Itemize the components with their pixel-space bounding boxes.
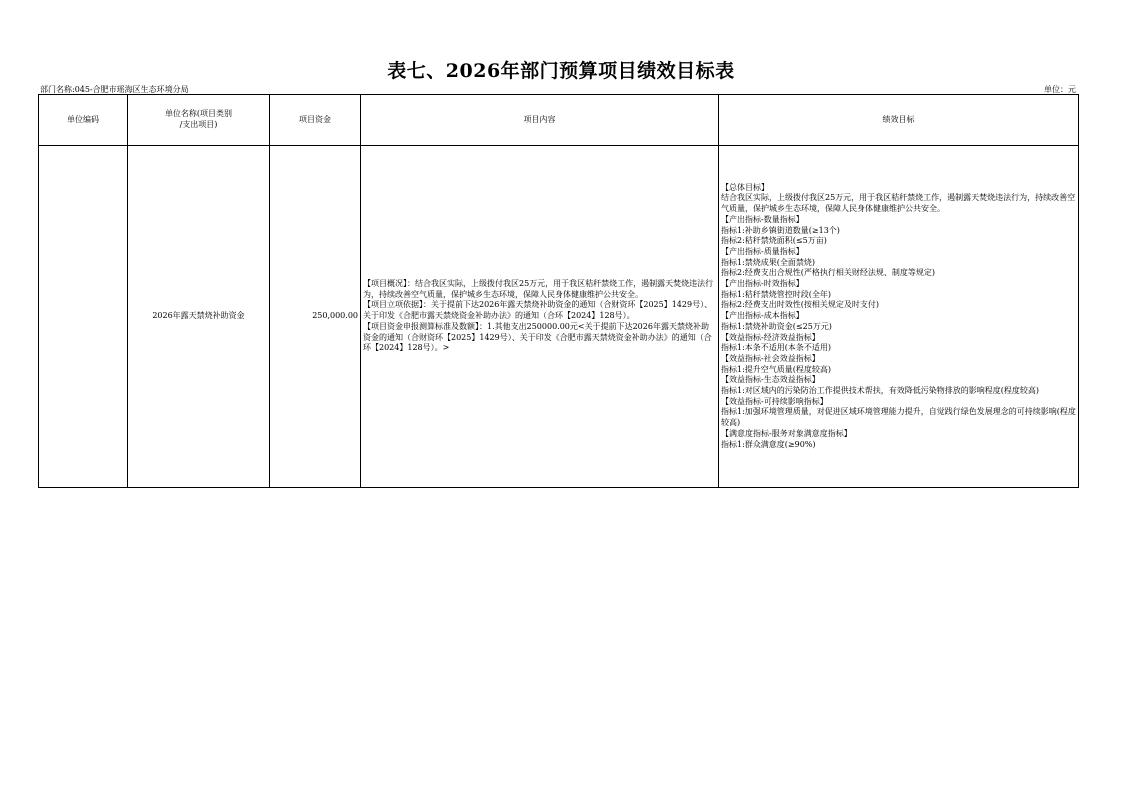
goal-line: 结合我区实际，上级拨付我区25万元，用于我区秸秆禁烧工作，遏制露天焚烧违法行为，持续改善空气质量，保护城乡生态环境，保障人民身体健康维护公共安全。 bbox=[721, 193, 1076, 214]
goal-line: 【总体目标】 bbox=[721, 182, 769, 192]
department-name: 部门名称:045-合肥市瑶海区生态环境分局 bbox=[40, 85, 189, 94]
cell-unit-code bbox=[39, 146, 128, 488]
goal-line: 【效益指标-社会效益指标】 bbox=[721, 353, 820, 363]
goal-line: 【产出指标-时效指标】 bbox=[721, 279, 804, 289]
goal-line: 指标1:禁烧成果(全面禁烧) bbox=[721, 257, 816, 267]
goal-line: 指标2:秸秆禁烧面积(≤5万亩) bbox=[721, 236, 827, 246]
header-unit-code: 单位编码 bbox=[39, 95, 128, 146]
goal-line: 指标2:经费支出合规性(严格执行相关财经法规、制度等规定) bbox=[721, 268, 936, 278]
currency-unit: 单位：元 bbox=[1044, 85, 1076, 94]
goal-line: 【满意度指标-服务对象满意度指标】 bbox=[721, 428, 852, 438]
goal-line: 【产出指标-数量指标】 bbox=[721, 214, 804, 224]
header-unit-name-line1: 单位名称(项目类别 bbox=[164, 109, 233, 119]
goal-line: 指标1:禁烧补助资金(≤25万元) bbox=[721, 321, 832, 331]
goal-line: 指标1:秸秆禁烧管控时段(全年) bbox=[721, 289, 832, 299]
content-calculation: 【项目资金申报测算标准及数额】：1.其他支出250000.00元<关于提前下达2026年露天禁烧补助资金的通知（合财资环【2025】1429号）、关于印发《合肥市露天禁烧资金补助办法》的通知（合环【2024】128号）。> bbox=[363, 321, 712, 353]
goal-line: 【产出指标-成本指标】 bbox=[721, 311, 804, 321]
goal-line: 指标1:加强环境管理质量，对促进区域环境管理能力提升，自觉践行绿色发展理念的可持续影响(程度较高) bbox=[721, 407, 1076, 428]
cell-project-content bbox=[361, 146, 719, 488]
goal-line: 指标2:经费支出时效性(按相关规定及时支付) bbox=[721, 300, 880, 310]
goal-line: 【效益指标-生态效益指标】 bbox=[721, 375, 820, 385]
header-unit-name-line2: /支出项目) bbox=[179, 120, 218, 129]
header-performance-goals: 绩效目标 bbox=[719, 95, 1079, 146]
goal-line: 【效益指标-经济效益指标】 bbox=[721, 332, 820, 342]
cell-performance-goals bbox=[719, 146, 1079, 488]
cell-project-funds: 250,000.00 bbox=[270, 146, 361, 488]
table-header-row bbox=[39, 95, 1079, 146]
goal-line: 指标1:本条不适用(本条不适用) bbox=[721, 343, 832, 353]
goal-line: 指标1:群众满意度(≥90%) bbox=[721, 439, 816, 449]
header-project-content: 项目内容 bbox=[361, 95, 719, 146]
goal-line: 指标1:补助乡镇街道数量(≥13个) bbox=[721, 225, 840, 235]
page-title: 表七、2026年部门预算项目绩效目标表 bbox=[387, 60, 735, 82]
goal-line: 【效益指标-可持续影响指标】 bbox=[721, 396, 828, 406]
cell-project-name: 2026年露天禁烧补助资金 bbox=[128, 146, 270, 488]
goal-line: 指标1:提升空气质量(程度较高) bbox=[721, 364, 832, 374]
content-overview: 【项目概况】：结合我区实际，上级拨付我区25万元，用于我区秸秆禁烧工作，遏制露天焚烧违法行为，持续改善空气质量，保护城乡生态环境，保障人民身体健康维护公共安全。 bbox=[363, 279, 714, 299]
performance-goal-table bbox=[38, 94, 1079, 488]
header-unit-name bbox=[128, 95, 270, 146]
goal-line: 指标1:对区域内的污染防治工作提供技术帮扶，有效降低污染物排放的影响程度(程度较高) bbox=[721, 386, 1040, 396]
goal-line: 【产出指标-质量指标】 bbox=[721, 246, 804, 256]
content-basis: 【项目立项依据】：关于提前下达2026年露天禁烧补助资金的通知（合财资环【2025】1429号）、关于印发《合肥市露天禁烧资金补助办法》的通知（合环【2024】128号）。 bbox=[363, 300, 713, 321]
table-row bbox=[39, 146, 1079, 488]
header-project-funds: 项目资金 bbox=[270, 95, 361, 146]
